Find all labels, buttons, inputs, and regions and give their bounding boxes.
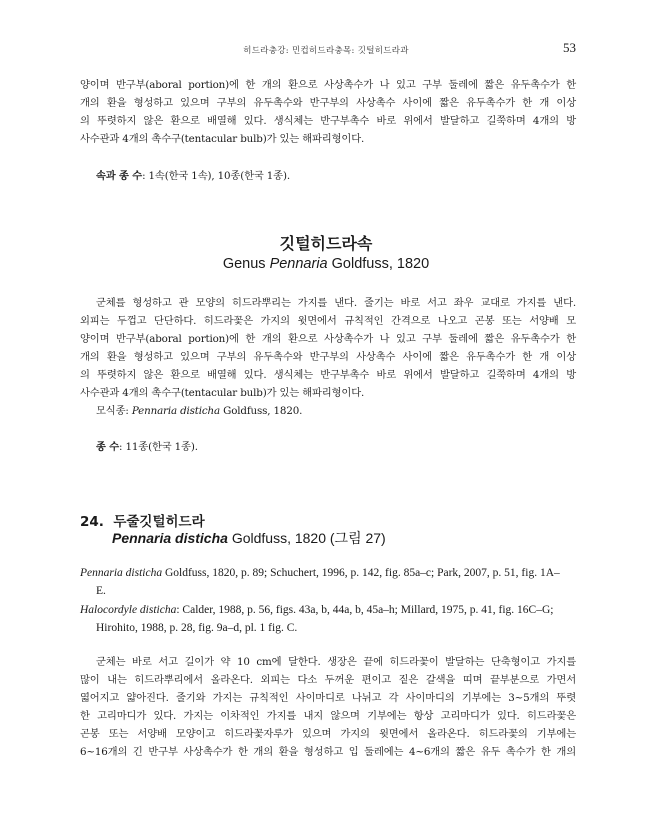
type-species-label: 모식종:	[96, 405, 132, 417]
page-number: 53	[563, 40, 576, 55]
species-count	[96, 438, 576, 456]
text-line: 양이며 반구부(aboral portion)에 한 개의 환으로 사상촉수가 나 있고 구부 둘레에 짧은 유두촉수가 한	[80, 333, 576, 345]
species-count-label: 종 수	[96, 441, 120, 453]
species-description	[80, 653, 576, 761]
synonym-name: Halocordyle disticha	[80, 604, 177, 616]
type-species-name: Pennaria disticha	[131, 405, 221, 417]
genus-author: Goldfuss, 1820	[327, 256, 430, 272]
synonym-continuation: Hirohito, 1988, p. 28, fig. 9a–d, pl. 1 fig. C.	[96, 622, 298, 634]
genus-count-value: : 1속(한국 1속), 10종(한국 1종).	[142, 170, 290, 182]
synonym-name: Pennaria disticha	[80, 567, 163, 579]
species-number: 24.	[80, 514, 104, 530]
continuation-paragraph	[80, 76, 576, 148]
species-scientific-line	[112, 528, 386, 548]
text-line: 많이 내는 히드라뿌리에서 올라온다. 외피는 다소 두꺼운 편이고 짙은 갈색을 띠며 끝부분으로 가면서	[80, 674, 576, 686]
synonym-entry	[80, 601, 576, 637]
species-heading	[80, 510, 205, 530]
text-line: 의 뚜렷하지 않은 환으로 배열해 있다. 생식체는 반구부촉수 바로 위에서 발달하고 길쭉하며 4개의 방	[80, 369, 576, 381]
genus-species-count	[96, 167, 576, 185]
text-line: 엷어지고 얇아진다. 줄기와 가지는 규칙적인 사이마디로 나뉘고 각 사이마디의 기부에는 3~5개의 뚜렷	[80, 692, 576, 704]
genus-name: Pennaria	[269, 256, 328, 272]
genus-prefix: Genus	[222, 256, 270, 272]
synonym-continuation: E.	[96, 585, 106, 597]
text-line: 군체를 형성하고 관 모양의 히드라뿌리는 가지를 낸다. 줄기는 바로 서고 좌우 교대로 가지를 낸다.	[96, 297, 576, 309]
genus-title-latin	[0, 256, 652, 272]
text-line: 양이며 반구부(aboral portion)에 한 개의 환으로 사상촉수가 나 있고 구부 둘레에 짧은 유두촉수가 한	[80, 79, 576, 91]
text-line: 개의 환을 형성하고 있으며 구부의 유두촉수와 반구부의 사상촉수 사이에 짧은 유두촉수가 한 개 이상	[80, 351, 576, 363]
synonym-text: : Calder, 1988, p. 56, figs. 43a, b, 44a, b, 45a–h; Millard, 1975, p. 41, fig. 16C–G;	[176, 604, 554, 616]
text-line: 사수관과 4개의 촉수구(tentacular bulb)가 있는 해파리형이다.	[80, 133, 365, 145]
genus-count-label: 속과 종 수	[96, 170, 143, 182]
text-line: 개의 환을 형성하고 있으며 구부의 유두촉수와 반구부의 사상촉수 사이에 짧은 유두촉수가 한 개 이상	[80, 97, 576, 109]
text-line: 한 고리마디가 있다. 가지는 이차적인 가지를 내지 않으며 기부에는 항상 고리마디가 있다. 히드라꽃은	[80, 710, 576, 722]
type-species	[80, 402, 576, 420]
type-species-author: Goldfuss, 1820.	[220, 405, 303, 417]
genus-description	[80, 294, 576, 420]
text-line: 사수관과 4개의 촉수구(tentacular bulb)가 있는 해파리형이다.	[80, 387, 365, 399]
text-line: 외피는 두껍고 단단하다. 히드라꽃은 가지의 윗면에서 규칙적인 간격으로 나오고 곤봉 또는 서양배 모	[80, 315, 576, 327]
synonym-text: Goldfuss, 1820, p. 89; Schuchert, 1996, p. 142, fig. 85a–c; Park, 2007, p. 51, fig. 1A–	[162, 567, 560, 579]
species-count-value: : 11종(한국 1종).	[119, 441, 198, 453]
species-scientific-name: Pennaria disticha	[112, 530, 228, 546]
species-author: Goldfuss, 1820 (그림 27)	[227, 530, 386, 546]
text-line: 군체는 바로 서고 길이가 약 10 cm에 달한다. 생장은 끝에 히드라꽃이 발달하는 단축형이고 가지를	[96, 656, 576, 668]
synonym-entry	[80, 564, 576, 600]
text-line: 곤봉 또는 서양배 모양이고 히드라꽃자루가 있으며 가지의 윗면에서 올라온다. 히드라꽃의 기부에는	[80, 728, 576, 740]
text-line: 의 뚜렷하지 않은 환으로 배열해 있다. 생식체는 반구부촉수 바로 위에서 발달하고 길쭉하며 4개의 방	[80, 115, 576, 127]
running-head: 히드라충강: 민컵히드라충목: 깃털히드라과	[243, 46, 409, 56]
genus-title-korean: 깃털히드라속	[279, 234, 373, 253]
species-name-korean: 두줄깃털히드라	[113, 514, 205, 530]
text-line: 6~16개의 긴 반구부 사상촉수가 한 개의 환을 형성하고 입 둘레에는 4~6개의 짧은 유두 촉수가 한 개의	[80, 746, 576, 758]
